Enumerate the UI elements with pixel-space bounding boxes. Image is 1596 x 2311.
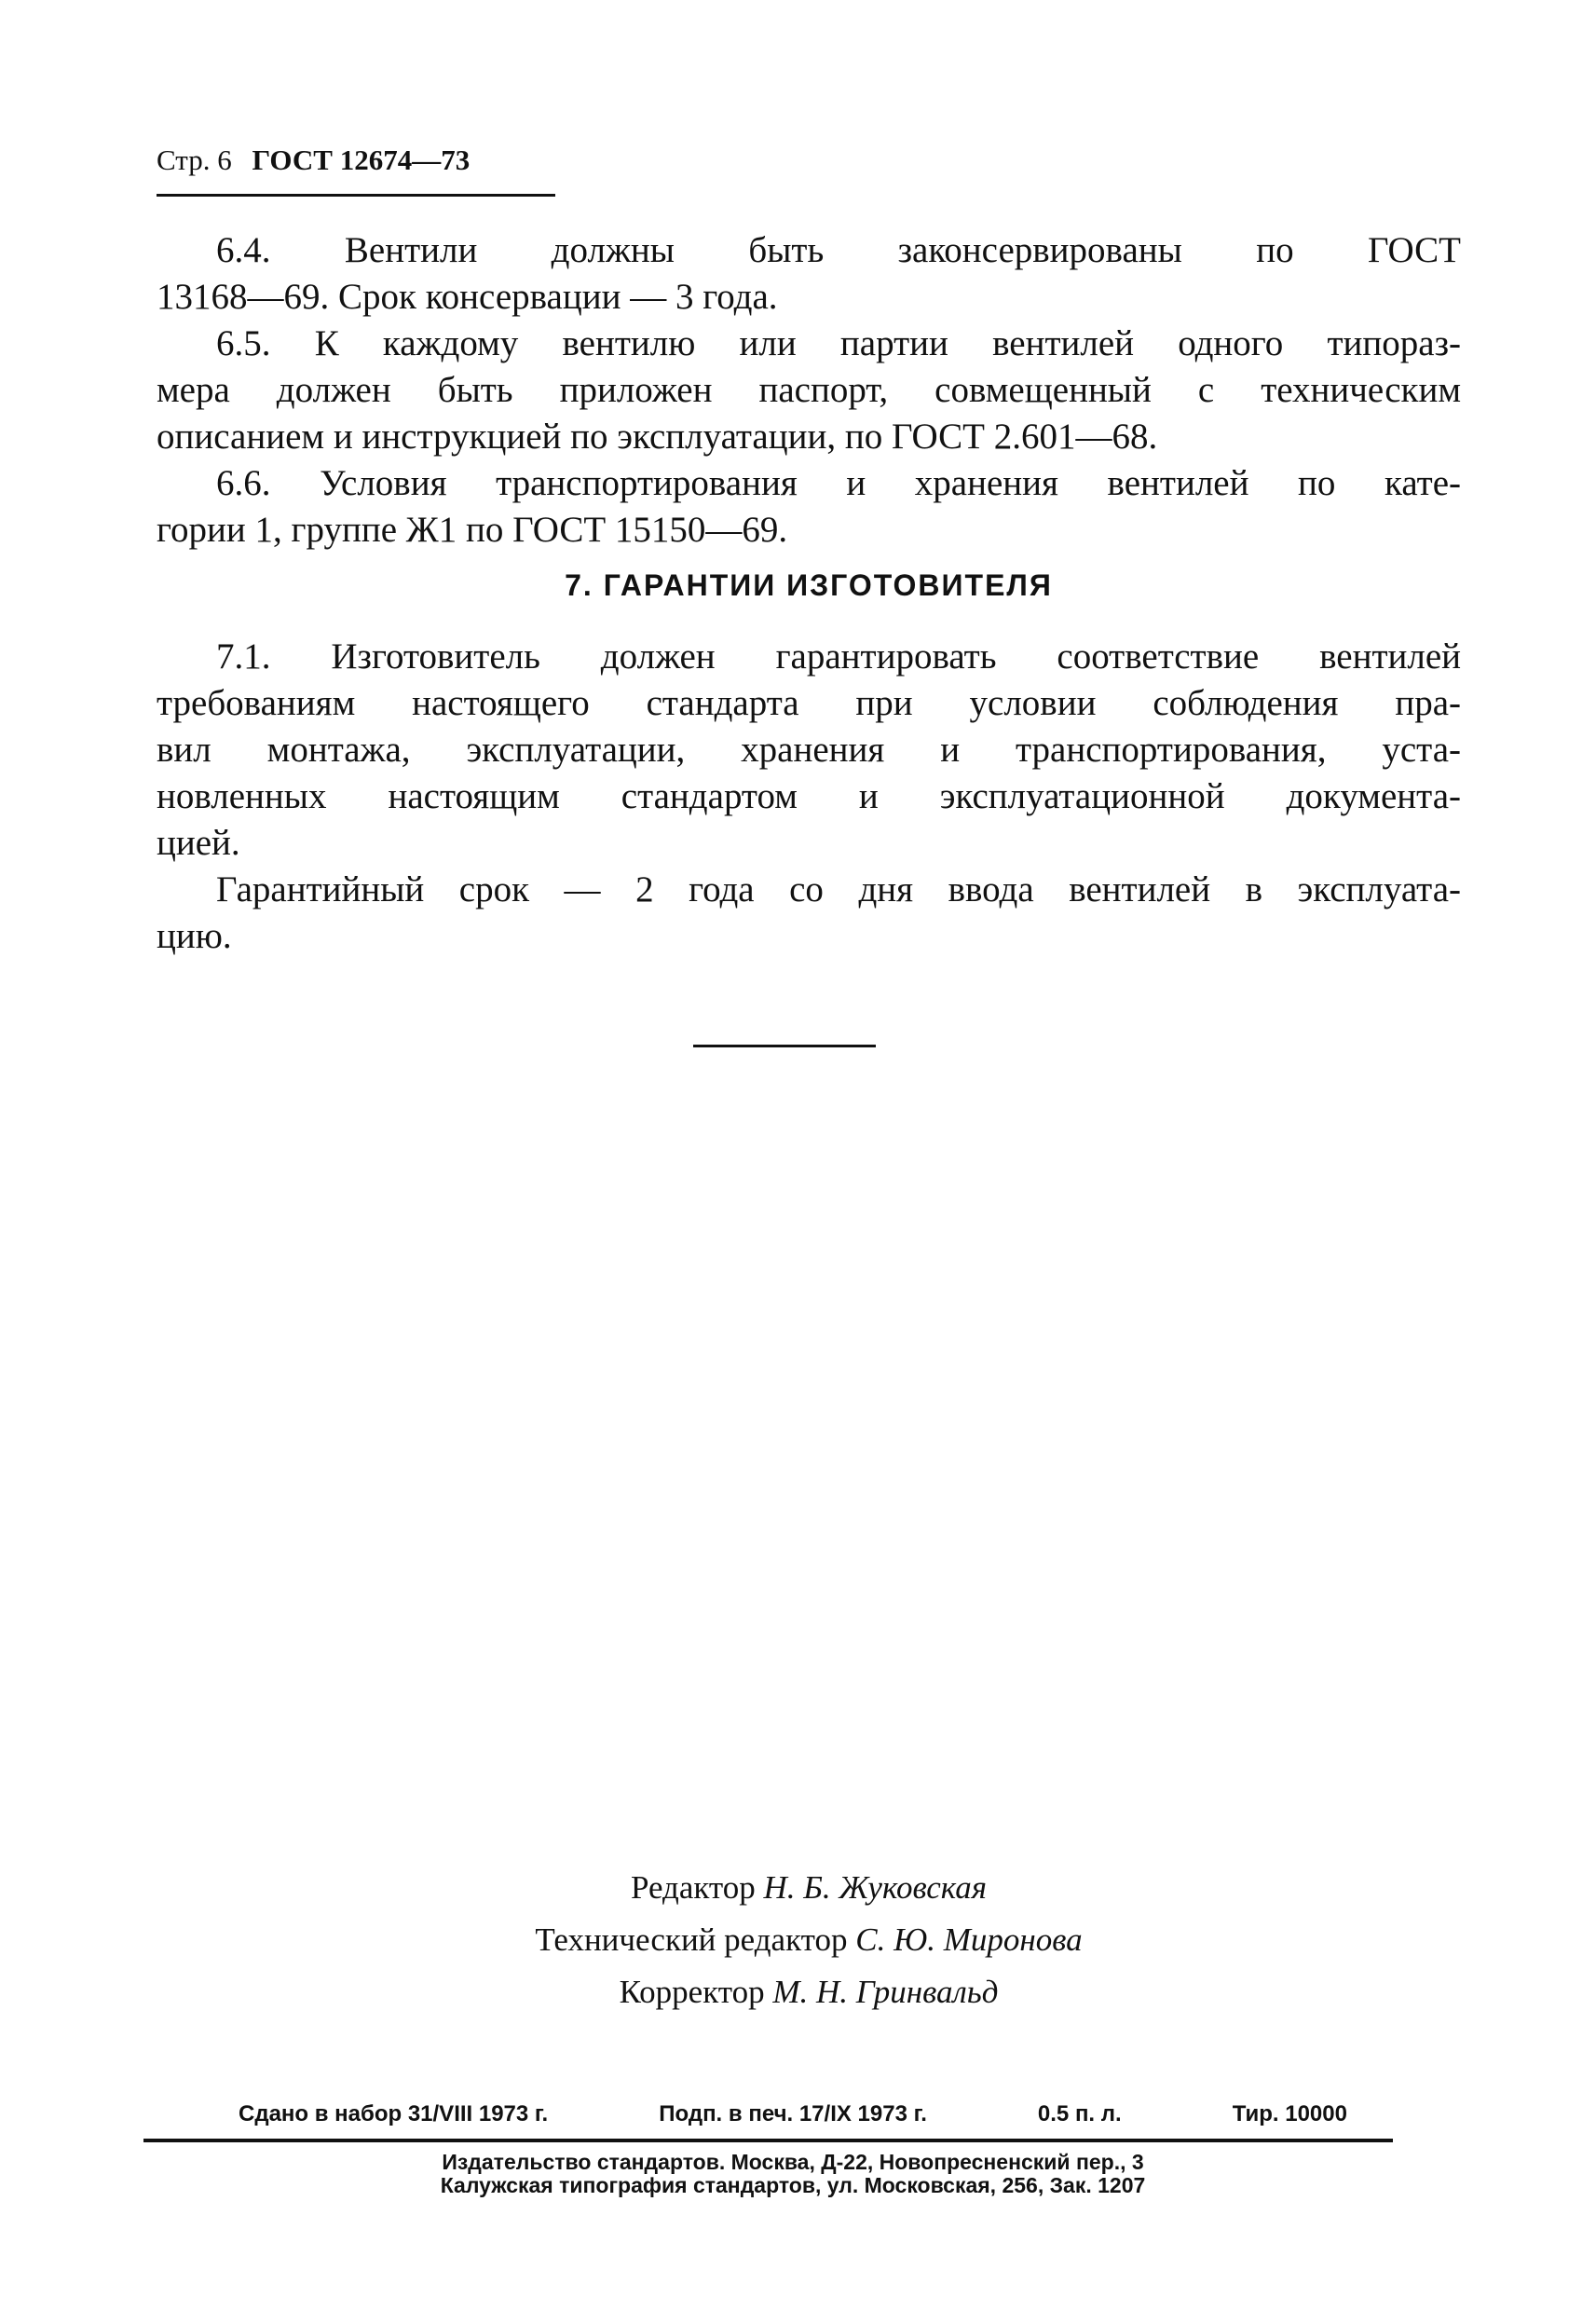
para-7-1-line-3: вил монтажа, эксплуатации, хранения и транспортирования, уста- xyxy=(157,730,1461,770)
para-7-1-line-2: требованиям настоящего стандарта при условии соблюдения пра- xyxy=(157,683,1461,723)
imprint-rule xyxy=(143,2139,1393,2142)
para-6-6-line-2: гории 1, группе Ж1 по ГОСТ 15150—69. xyxy=(157,510,788,550)
imprint-line xyxy=(239,2101,1347,2127)
para-7-1-line-1: 7.1. Изготовитель должен гарантировать соответствие вентилей xyxy=(216,636,1461,677)
publisher-line: Издательство стандартов. Москва, Д-22, Новопресненский пер., 3 xyxy=(442,2150,1144,2174)
corrector-name: М. Н. Гринвальд xyxy=(772,1974,999,2010)
tech-editor-name: С. Ю. Миронова xyxy=(855,1921,1083,1958)
para-7-1-line-5: цией. xyxy=(157,823,240,863)
credit-corrector xyxy=(157,1966,1461,2018)
printer-line: Калужская типография стандартов, ул. Московская, 256, Зак. 1207 xyxy=(440,2173,1146,2197)
imprint-sent: Сдано в набор 31/VIII 1973 г. xyxy=(239,2101,549,2126)
para-7-1-line-4: новленных настоящим стандартом и эксплуатационной документа- xyxy=(157,776,1461,816)
tech-editor-label: Технический редактор xyxy=(535,1921,848,1958)
imprint-print-run: Тир. 10000 xyxy=(1232,2101,1347,2126)
para-6-5-line-2: мера должен быть приложен паспорт, совмещенный с техническим xyxy=(157,370,1461,410)
credit-tech-editor xyxy=(157,1914,1461,1966)
editor-label: Редактор xyxy=(630,1869,756,1906)
editor-name: Н. Б. Жуковская xyxy=(763,1869,988,1906)
credit-editor xyxy=(157,1862,1461,1914)
para-6-5-line-3: описанием и инструкцией по эксплуатации, по ГОСТ 2.601—68. xyxy=(157,417,1158,457)
page-header xyxy=(157,144,470,177)
header-rule xyxy=(157,194,555,197)
section-7-title: 7. ГАРАНТИИ ИЗГОТОВИТЕЛЯ xyxy=(565,568,1053,602)
para-6-4-line-1: 6.4. Вентили должны быть законсервированы по ГОСТ xyxy=(216,230,1461,270)
warranty-line-2: цию. xyxy=(157,916,232,956)
corrector-label: Корректор xyxy=(619,1974,765,2010)
end-rule xyxy=(693,1045,876,1047)
para-6-6-line-1: 6.6. Условия транспортирования и хранения вентилей по кате- xyxy=(216,463,1461,503)
page-number: Стр. 6 xyxy=(157,144,232,176)
para-6-4-line-2: 13168—69. Срок консервации — 3 года. xyxy=(157,277,778,317)
standard-number: ГОСТ 12674—73 xyxy=(252,144,471,176)
imprint-sheets: 0.5 п. л. xyxy=(1037,2101,1122,2126)
warranty-line-1: Гарантийный срок — 2 года со дня ввода вентилей в эксплуата- xyxy=(216,869,1461,909)
imprint-signed: Подп. в печ. 17/IX 1973 г. xyxy=(659,2101,927,2126)
para-6-5-line-1: 6.5. К каждому вентилю или партии вентилей одного типораз- xyxy=(216,323,1461,363)
